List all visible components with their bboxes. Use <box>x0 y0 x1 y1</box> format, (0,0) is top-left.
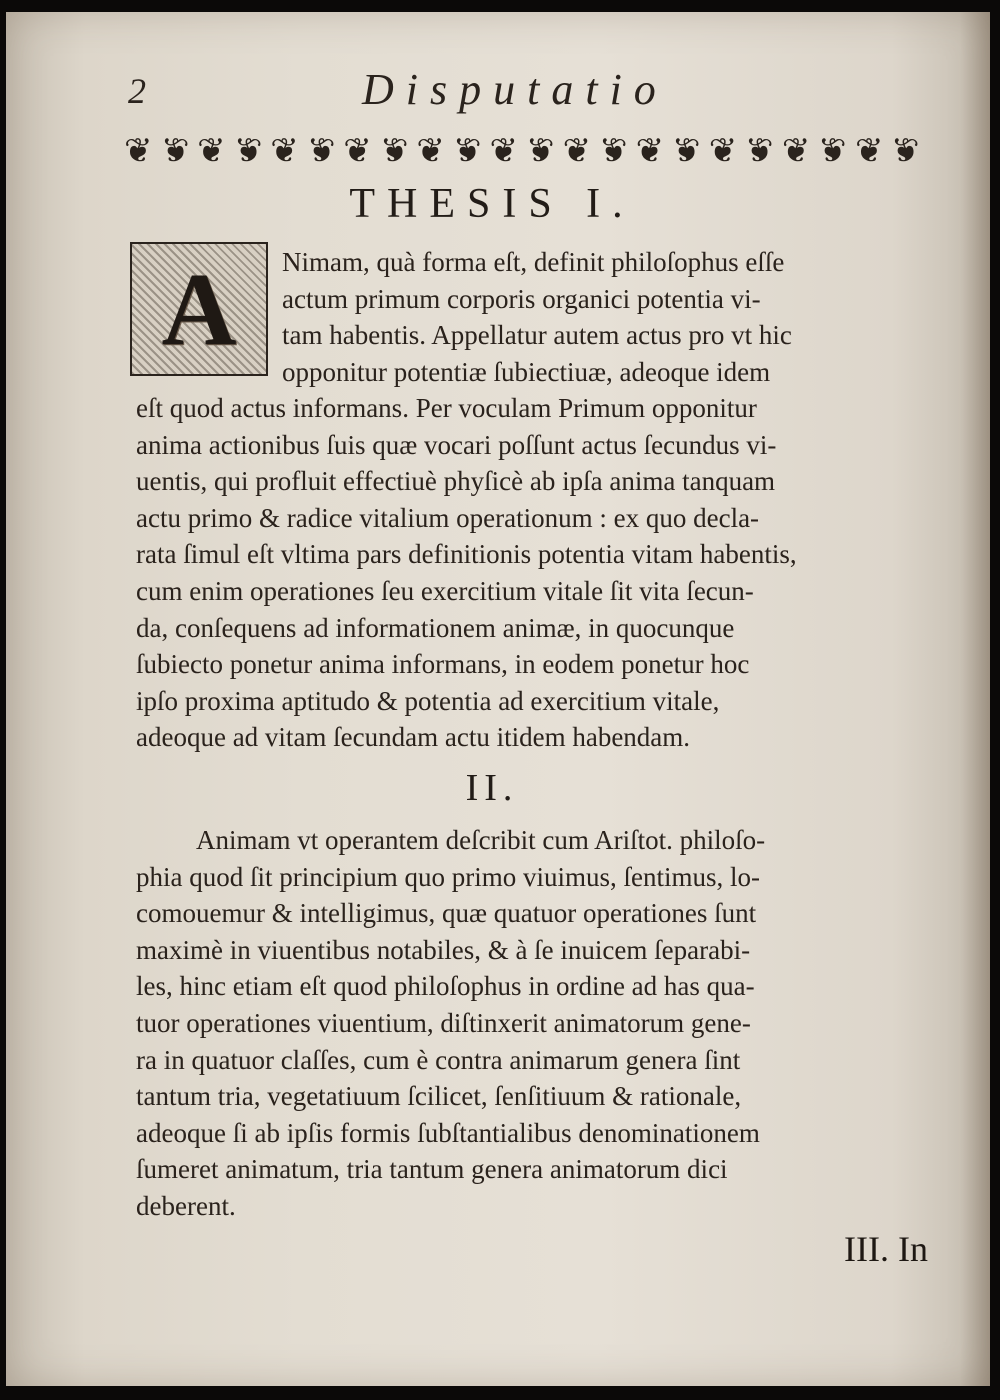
fleuron-icon: ❦ <box>891 133 920 170</box>
fleuron-icon: ❦ <box>854 133 884 170</box>
text-line: Nimam, quà forma eſt, definit philoſophus eſſe <box>282 247 785 277</box>
fleuron-icon: ❦ <box>452 133 482 170</box>
page-header <box>120 60 920 120</box>
fleuron-icon: ❦ <box>270 133 299 170</box>
fleuron-icon: ❦ <box>489 133 518 170</box>
ornamental-band <box>124 128 920 176</box>
fleuron-icon: ❦ <box>818 133 847 170</box>
text-line: tantum tria, vegetatiuum ſcilicet, ſenſitiuum & rationale, <box>136 1081 742 1112</box>
fleuron-icon: ❦ <box>526 133 555 170</box>
text-line: opponitur potentiæ ſubiectiuæ, adeoque idem <box>282 356 771 387</box>
fleuron-icon: ❦ <box>160 133 190 170</box>
text-line: ra in quatuor claſſes, cum è contra animarum genera ſint <box>136 1044 741 1075</box>
page-number: 2 <box>128 71 146 111</box>
text-line: maximè in viuentibus notabiles, & à ſe inuicem ſeparabi- <box>136 934 751 965</box>
fleuron-icon: ❦ <box>562 133 592 170</box>
text-line: ſubiecto ponetur anima informans, in eodem ponetur hoc <box>136 649 750 680</box>
thesis-one-indented-text <box>282 244 918 390</box>
text-line: adeoque ſi ab ipſis formis ſubſtantialibus denominationem <box>136 1117 760 1148</box>
fleuron-icon: ❦ <box>306 133 336 170</box>
text-line: tuor operationes viuentium, diſtinxerit animatorum gene- <box>136 1007 751 1038</box>
fleuron-icon: ❦ <box>124 133 153 170</box>
thesis-two-text <box>136 822 918 1225</box>
text-line: eſt quod actus informans. Per voculam Primum opponitur <box>136 393 757 423</box>
fleuron-icon: ❦ <box>635 133 665 170</box>
text-line: tam habentis. Appellatur autem actus pro vt hic <box>282 320 792 351</box>
thesis-one-heading: THESIS I. <box>349 181 635 227</box>
fleuron-icon: ❦ <box>343 133 372 170</box>
catchword: III. In <box>844 1229 928 1269</box>
text-line: les, hinc etiam eſt quod philoſophus in ordine ad has qua- <box>136 971 755 1002</box>
fleuron-icon: ❦ <box>781 133 811 170</box>
fleuron-icon: ❦ <box>379 133 409 170</box>
text-line: Animam vt operantem deſcribit cum Ariſtot. philoſo- <box>196 825 766 855</box>
fleuron-icon: ❦ <box>197 133 226 170</box>
text-line: uentis, qui profluit effectiuè phyſicè ab ipſa anima tanquam <box>136 466 776 497</box>
fleuron-icon: ❦ <box>599 133 628 170</box>
fleuron-icon: ❦ <box>672 133 701 170</box>
text-line: deberent. <box>136 1190 236 1221</box>
text-line: phia quod ſit principium quo primo viuimus, ſentimus, lo- <box>136 861 760 892</box>
text-line: rata ſimul eſt vltima pars definitionis potentia vitam habentis, <box>136 539 797 570</box>
text-line: comouemur & intelligimus, quæ quatuor operationes ſunt <box>136 898 757 929</box>
text-line: ſumeret animatum, tria tantum genera animatorum dici <box>136 1154 728 1185</box>
text-line: actum primum corporis organici potentia vi- <box>282 283 761 314</box>
text-line: adeoque ad vitam ſecundam actu itidem habendam. <box>136 722 691 753</box>
text-line: da, conſequens ad informationem animæ, in quocunque <box>136 612 735 643</box>
thesis-two-heading: II. <box>465 767 519 809</box>
thesis-one-body-text <box>136 390 918 756</box>
fleuron-icon: ❦ <box>416 133 445 170</box>
fleuron-icon: ❦ <box>233 133 263 170</box>
text-line: ipſo proxima aptitudo & potentia ad exercitium vitale, <box>136 685 720 716</box>
decorated-initial <box>130 242 268 376</box>
running-title: Disputatio <box>362 65 668 114</box>
text-line: anima actionibus ſuis quæ vocari poſſunt actus ſecundus vi- <box>136 429 777 460</box>
fleuron-icon: ❦ <box>745 133 774 170</box>
text-line: actu primo & radice vitalium operationum : ex quo decla- <box>136 502 760 533</box>
fleuron-icon: ❦ <box>708 133 738 170</box>
text-line: cum enim operationes ſeu exercitium vitale ſit vita ſecun- <box>136 575 754 606</box>
decorated-initial-letter: A <box>161 251 237 367</box>
